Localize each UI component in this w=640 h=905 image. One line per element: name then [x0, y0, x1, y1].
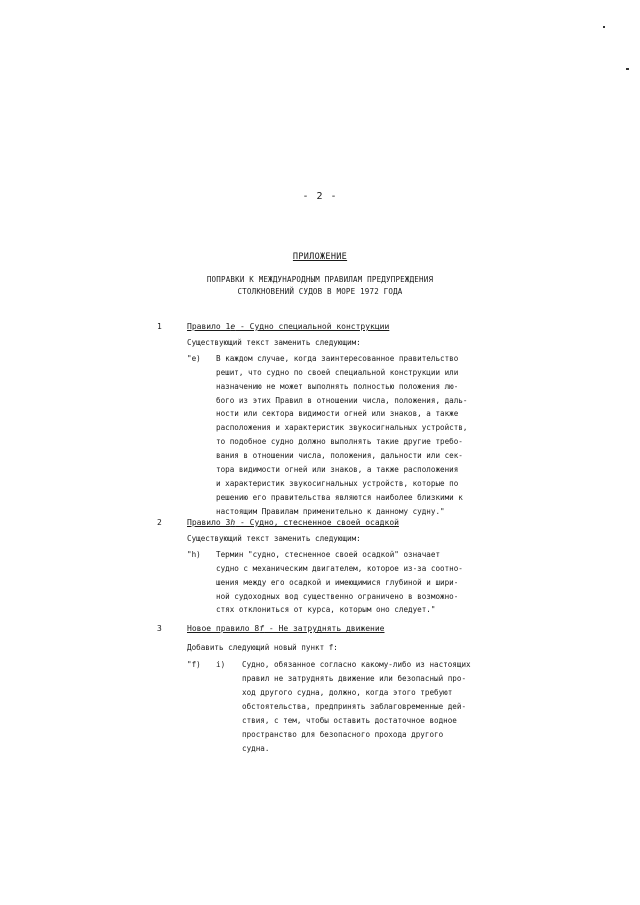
- text-line: ной судоходных вод существенно ограничено в возможно-: [216, 592, 459, 601]
- text-line: вания в отношении числа, положения, дальности или сек-: [216, 451, 463, 460]
- text-line: ход другого судна, должно, когда этого требуют: [242, 688, 453, 697]
- section-heading: Правило 3h - Судно, стесненное своей осадкой: [187, 518, 399, 527]
- text-line: назначению не может выполнять полностью положения лю-: [216, 382, 459, 391]
- section-instruction: Существующий текст заменить следующим:: [187, 338, 361, 347]
- text-line: решит, что судно по своей специальной конструкции или: [216, 368, 459, 377]
- page-number: - 2 -: [302, 191, 338, 202]
- section-number: 3: [157, 624, 162, 633]
- text-line: ствия, с тем, чтобы оставить достаточное водное: [242, 716, 457, 725]
- section-heading: Правило 1e - Судно специальной конструкции: [187, 322, 390, 331]
- item-tag: "f): [187, 660, 201, 669]
- text-line: тора видимости огней или знаков, а также расположения: [216, 465, 459, 474]
- subtitle-line-1: ПОПРАВКИ К МЕЖДУНАРОДНЫМ ПРАВИЛАМ ПРЕДУПРЕЖДЕНИЯ: [206, 275, 434, 284]
- section-instruction: Существующий текст заменить следующим:: [187, 534, 361, 543]
- text-line: шения между его осадкой и имеющимися глубиной и шири-: [216, 578, 459, 587]
- text-line: настоящим Правилам применительно к данному судну.": [216, 507, 445, 516]
- annex-title: ПРИЛОЖЕНИЕ: [292, 252, 348, 262]
- text-line: В каждом случае, когда заинтересованное правительство: [216, 354, 459, 363]
- text-line: судна.: [242, 744, 270, 753]
- subtitle-line-2: СТОЛКНОВЕНИЙ СУДОВ В МОРЕ 1972 ГОДА: [237, 287, 403, 296]
- text-line: Термин "судно, стесненное своей осадкой" означает: [216, 550, 441, 559]
- text-line: судно с механическим двигателем, которое из-за соотно-: [216, 564, 463, 573]
- text-line: расположения и характеристик звукосигнальных устройств,: [216, 423, 468, 432]
- text-line: бого из этих Правил в отношении числа, положения, даль-: [216, 396, 468, 405]
- item-tag: "h): [187, 550, 201, 559]
- text-line: и характеристик звукосигнальных устройств, которые по: [216, 479, 459, 488]
- text-line: стях отклониться от курса, которым оно следует.": [216, 605, 436, 614]
- section-instruction: Добавить следующий новый пункт f:: [187, 643, 338, 652]
- text-line: то подобное судно должно выполнять такие другие требо-: [216, 437, 463, 446]
- text-line: ности или сектора видимости огней или знаков, а также: [216, 409, 459, 418]
- text-line: правил не затруднять движение или безопасный про-: [242, 674, 467, 683]
- text-line: Судно, обязанное согласно какому-либо из настоящих: [242, 660, 471, 669]
- section-heading: Новое правило 8f - Не затруднять движение: [187, 624, 385, 633]
- text-line: решению его правительства являются наиболее близкими к: [216, 493, 463, 502]
- item-tag: "e): [187, 354, 201, 363]
- section-number: 2: [157, 518, 162, 527]
- text-line: обстоятельства, предпринять заблаговременные дей-: [242, 702, 467, 711]
- scan-mark-right: [626, 68, 629, 70]
- section-number: 1: [157, 322, 162, 331]
- text-line: пространство для безопасного прохода другого: [242, 730, 444, 739]
- subitem-tag: i): [216, 660, 226, 669]
- scan-mark-top: [603, 26, 605, 28]
